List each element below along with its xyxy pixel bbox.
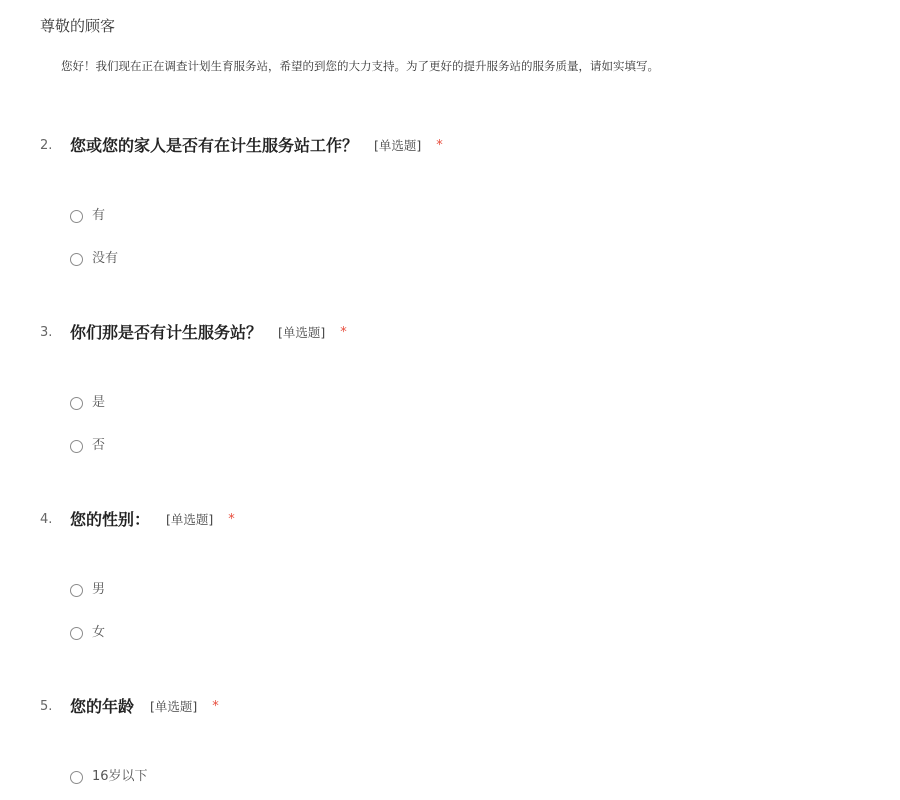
option-fou[interactable] [70,436,105,456]
required-marker: * [228,512,235,527]
radio-button-icon[interactable] [70,397,83,410]
question-type-label: [单选题] [374,138,422,153]
option-label: 有 [92,208,106,223]
question-header [0,507,900,533]
option-male[interactable] [70,580,105,600]
option-label: 没有 [92,251,119,266]
question-type-label: [单选题] [150,699,198,714]
option-label: 是 [92,395,106,410]
option-female[interactable] [70,623,105,643]
question-text: 您的性别： [70,510,151,529]
option-you[interactable] [70,206,105,226]
question-title-row [70,694,219,720]
option-meiyou[interactable] [70,249,118,269]
page-title: 尊敬的顾客 [40,17,116,35]
question-type-label: [单选题] [166,512,214,527]
question-title-row [70,507,235,533]
question-text: 你们那是否有计生服务站？ [70,323,263,342]
radio-button-icon[interactable] [70,771,83,784]
question-text: 您或您的家人是否有在计生服务站工作？ [70,136,359,155]
question-header [0,133,900,159]
question-number: 3. [40,325,53,340]
option-shi[interactable] [70,393,105,413]
question-header [0,694,900,720]
question-number: 2. [40,138,53,153]
option-label: 女 [92,625,106,640]
radio-button-icon[interactable] [70,210,83,223]
intro-text: 您好！我们现在正在调查计划生育服务站，希望的到您的大力支持。为了更好的提升服务站的服务质量，请如实填写。 [61,59,659,73]
option-label: 否 [92,438,106,453]
option-label: 男 [92,582,106,597]
question-header [0,320,900,346]
question-number: 4. [40,512,53,527]
radio-button-icon[interactable] [70,584,83,597]
required-marker: * [212,699,219,714]
radio-button-icon[interactable] [70,627,83,640]
question-text: 您的年龄 [70,697,135,716]
option-label: 16岁以下 [92,769,148,784]
radio-button-icon[interactable] [70,253,83,266]
required-marker: * [436,138,443,153]
question-number: 5. [40,699,53,714]
required-marker: * [340,325,347,340]
question-title-row [70,133,443,159]
radio-button-icon[interactable] [70,440,83,453]
option-under-16[interactable] [70,767,148,787]
question-title-row [70,320,347,346]
question-type-label: [单选题] [278,325,326,340]
